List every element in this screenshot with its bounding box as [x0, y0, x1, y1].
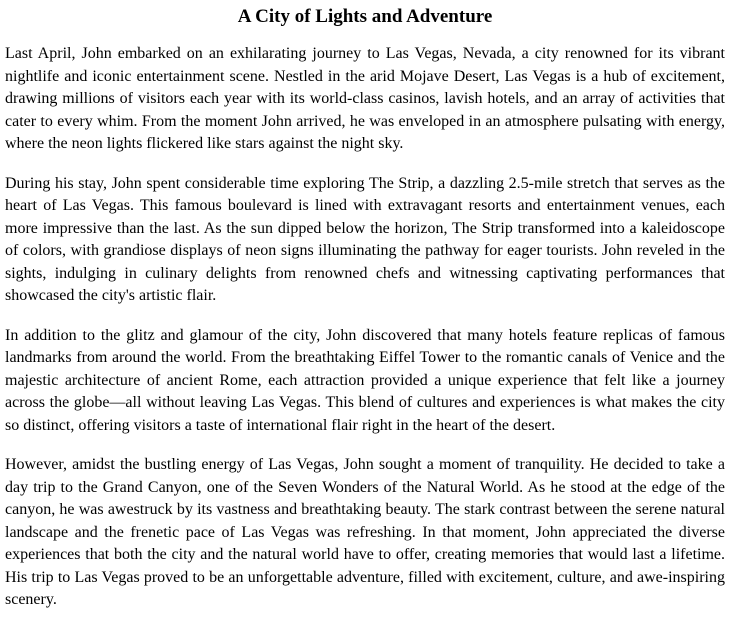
paragraph-1: Last April, John embarked on an exhilarating journey to Las Vegas, Nevada, a city renowned for its vibrant nightlife and iconic entertainment scene. Nestled in the arid Mojave Desert, Las Vegas is a hub of excitement, drawing millions of visitors each year with its world-class casinos, lavish hotels, and an array of activities that cater to every whim. From the moment John arrived, he was enveloped in an atmosphere pulsating with energy, where the neon lights flickered like stars against the night sky. [5, 45, 725, 152]
document-page [0, 5, 731, 644]
page-title: A City of Lights and Adventure [237, 6, 493, 27]
paragraph-4: However, amidst the bustling energy of Las Vegas, John sought a moment of tranquility. He decided to take a day trip to the Grand Canyon, one of the Seven Wonders of the Natural World. As he stood at the edge of the canyon, he was awestruck by its vastness and breathtaking beauty. The stark contrast between the serene natural landscape and the frenetic pace of Las Vegas was refreshing. In that moment, John appreciated the diverse experiences that both the city and the natural world have to offer, creating memories that would last a lifetime. His trip to Las Vegas proved to be an unforgettable adventure, filled with excitement, culture, and awe-inspiring scenery. [5, 456, 725, 608]
paragraph-3: In addition to the glitz and glamour of the city, John discovered that many hotels feature replicas of famous landmarks from around the world. From the breathtaking Eiffel Tower to the romantic canals of Venice and the majestic architecture of ancient Rome, each attraction provided a unique experience that felt like a journey across the globe—all without leaving Las Vegas. This blend of cultures and experiences is what makes the city so distinct, offering visitors a taste of international flair right in the heart of the desert. [5, 326, 725, 434]
paragraph-2: During his stay, John spent considerable time exploring The Strip, a dazzling 2.5-mile stretch that serves as the heart of Las Vegas. This famous boulevard is lined with extravagant resorts and entertainment venues, each more impressive than the last. As the sun dipped below the horizon, The Strip transformed into a kaleidoscope of colors, with grandiose displays of neon signs illuminating the pathway for eager tourists. John reveled in the sights, indulging in culinary delights from renowned chefs and witnessing captivating performances that showcased the city's artistic flair. [5, 174, 725, 304]
